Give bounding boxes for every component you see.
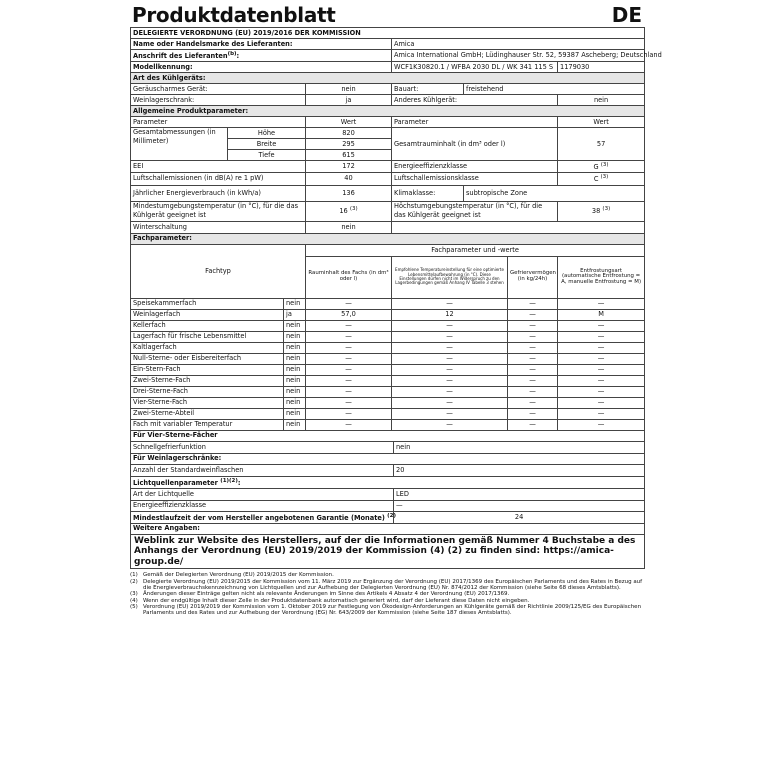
compartment-temp: — bbox=[392, 331, 508, 342]
additional-info-section: Weitere Angaben: bbox=[131, 523, 645, 534]
compartment-volume: 57,0 bbox=[306, 309, 392, 320]
min-temp-value: 16 $^{(3)}$ bbox=[306, 201, 392, 221]
model-code: 1179030 bbox=[558, 62, 645, 73]
compartment-freeze: — bbox=[508, 342, 558, 353]
compartment-temp: — bbox=[392, 408, 508, 419]
light-source-section: Lichtquellenparameter $^{(1)(2)}$: bbox=[131, 476, 645, 488]
compartment-freeze: — bbox=[508, 331, 558, 342]
model-value: WCF1K30820.1 / WFBA 2030 DL / WK 341 115 S bbox=[392, 62, 558, 73]
compartment-defrost: — bbox=[558, 364, 645, 375]
compartment-temp: — bbox=[392, 342, 508, 353]
climate-class-value: subtropische Zone bbox=[464, 185, 645, 201]
appliance-type-section: Art des Kühlgeräts: bbox=[131, 73, 645, 84]
compartment-temp: — bbox=[392, 364, 508, 375]
energy-class-label: Energieeffizienzklasse bbox=[392, 161, 558, 173]
footnote-number: (1) bbox=[130, 572, 138, 579]
value-header-right: Wert bbox=[558, 117, 645, 128]
wine-bottles-label: Anzahl der Standardweinflaschen bbox=[131, 464, 394, 476]
width-value: 295 bbox=[306, 139, 392, 150]
compartment-volume: — bbox=[306, 397, 392, 408]
compartment-volume: — bbox=[306, 298, 392, 309]
noise-label: Luftschallemissionen (in dB(A) re 1 pW) bbox=[131, 173, 306, 185]
annual-energy-label: Jährlicher Energieverbrauch (in kWh/a) bbox=[131, 185, 306, 201]
total-volume-label: Gesamtrauminhalt (in dm³ oder l) bbox=[392, 128, 558, 161]
compartment-temp: — bbox=[392, 298, 508, 309]
warranty-label: Mindestlaufzeit der vom Hersteller angebotenen Garantie (Monate) $^{(2)}$ bbox=[131, 511, 394, 523]
compartment-name: Vier-Sterne-Fach bbox=[131, 397, 284, 408]
compartment-row bbox=[131, 331, 645, 342]
light-class-value: — bbox=[394, 500, 645, 511]
light-type-label: Art der Lichtquelle bbox=[131, 488, 394, 500]
compartment-present: ja bbox=[284, 309, 306, 320]
compartment-present: nein bbox=[284, 375, 306, 386]
compartment-defrost: M bbox=[558, 309, 645, 320]
height-label: Höhe bbox=[228, 128, 306, 139]
wine-bottles-value: 20 bbox=[394, 464, 645, 476]
compartment-row bbox=[131, 342, 645, 353]
compartment-freeze: — bbox=[508, 320, 558, 331]
compartment-temp: — bbox=[392, 320, 508, 331]
compartment-name: Weinlagerfach bbox=[131, 309, 284, 320]
compartment-volume: — bbox=[306, 375, 392, 386]
four-star-section: Für Vier-Sterne-Fächer bbox=[131, 430, 645, 441]
compartment-volume-header: Rauminhalt des Fachs (in dm³ oder l) bbox=[306, 256, 392, 298]
manufacturer-weblink: Weblink zur Website des Herstellers, auf der die Informationen gemäß Nummer 4 Buchstabe a des Anhangs der Verordnung (EU) 2019/2019 der Kommission (4) (2) zu finden sind: https://amica-group.de/ bbox=[131, 534, 645, 569]
compartment-temp: — bbox=[392, 375, 508, 386]
compartment-name: Lagerfach für frische Lebensmittel bbox=[131, 331, 284, 342]
compartment-volume: — bbox=[306, 419, 392, 430]
compartment-name: Ein-Stern-Fach bbox=[131, 364, 284, 375]
dimensions-label: Gesamtabmessungen (in Millimeter) bbox=[131, 128, 228, 161]
compartment-temp: — bbox=[392, 386, 508, 397]
noise-value: 40 bbox=[306, 173, 392, 185]
sheet-header bbox=[130, 3, 644, 27]
compartment-defrost-header: Entfrostungsart (automatische Entfrostung = A, manuelle Entfrostung = M) bbox=[558, 256, 645, 298]
compartment-row bbox=[131, 408, 645, 419]
compartment-row bbox=[131, 298, 645, 309]
wine-cabinet-value: ja bbox=[306, 95, 392, 106]
compartment-row bbox=[131, 309, 645, 320]
compartment-freeze-header: Gefriervermögen (in kg/24h) bbox=[508, 256, 558, 298]
compartment-name: Zwei-Sterne-Fach bbox=[131, 375, 284, 386]
depth-label: Tiefe bbox=[228, 150, 306, 161]
compartment-volume: — bbox=[306, 408, 392, 419]
footnote-text: Wenn der endgültige Inhalt dieser Zelle in der Produktdatenbank automatisch generiert wird, darf der Lieferant diese Daten nicht eingeben. bbox=[143, 597, 530, 604]
compartment-freeze: — bbox=[508, 397, 558, 408]
compartment-temp: — bbox=[392, 397, 508, 408]
compartment-defrost: — bbox=[558, 298, 645, 309]
energy-class-value: G $^{(3)}$ bbox=[558, 161, 645, 173]
light-class-label: Energieeffizienzklasse bbox=[131, 500, 394, 511]
compartment-defrost: — bbox=[558, 320, 645, 331]
footnote-number: (3) bbox=[130, 591, 138, 598]
min-temp-label: Mindestumgebungstemperatur (in °C), für die das Kühlgerät geeignet ist bbox=[131, 201, 306, 221]
compartment-defrost: — bbox=[558, 408, 645, 419]
compartment-present: nein bbox=[284, 408, 306, 419]
footnote bbox=[130, 579, 644, 592]
compartment-volume: — bbox=[306, 386, 392, 397]
compartment-freeze: — bbox=[508, 419, 558, 430]
winter-switch-value: nein bbox=[306, 221, 392, 233]
compartment-defrost: — bbox=[558, 419, 645, 430]
compartment-defrost: — bbox=[558, 331, 645, 342]
model-label: Modellkennung: bbox=[131, 62, 392, 73]
product-data-table bbox=[130, 27, 662, 569]
winter-switch-blank bbox=[392, 221, 645, 233]
general-parameters-section: Allgemeine Produktparameter: bbox=[131, 106, 645, 117]
compartment-defrost: — bbox=[558, 386, 645, 397]
compartment-volume: — bbox=[306, 353, 392, 364]
footnote-number: (4) bbox=[130, 597, 138, 604]
low-noise-value: nein bbox=[306, 84, 392, 95]
compartment-freeze: — bbox=[508, 309, 558, 320]
other-appliance-value: nein bbox=[558, 95, 645, 106]
compartment-freeze: — bbox=[508, 364, 558, 375]
sheet-title: Produktdatenblatt bbox=[132, 3, 336, 27]
supplier-address-label: Anschrift des Lieferanten$^{(b)}$: bbox=[131, 50, 392, 62]
compartment-row bbox=[131, 419, 645, 430]
compartment-row bbox=[131, 320, 645, 331]
compartment-present: nein bbox=[284, 320, 306, 331]
winter-switch-label: Winterschaltung bbox=[131, 221, 306, 233]
compartment-present: nein bbox=[284, 353, 306, 364]
parameter-header: Parameter bbox=[131, 117, 306, 128]
footnote bbox=[130, 604, 644, 617]
compartment-volume: — bbox=[306, 320, 392, 331]
compartment-rows bbox=[131, 298, 645, 430]
max-temp-value: 38 $^{(3)}$ bbox=[558, 201, 645, 221]
low-noise-label: Geräuscharmes Gerät: bbox=[131, 84, 306, 95]
climate-class-label: Klimaklasse: bbox=[392, 185, 464, 201]
value-header: Wert bbox=[306, 117, 392, 128]
compartment-present: nein bbox=[284, 419, 306, 430]
wine-cabinet-label: Weinlagerschrank: bbox=[131, 95, 306, 106]
supplier-address-value: Amica International GmbH; Lüdinghauser Str. 52, 59387 Ascheberg; Deutschland bbox=[392, 50, 645, 62]
compartment-defrost: — bbox=[558, 353, 645, 364]
depth-value: 615 bbox=[306, 150, 392, 161]
compartment-defrost: — bbox=[558, 397, 645, 408]
total-volume-value: 57 bbox=[558, 128, 645, 161]
supplier-name-value: Amica bbox=[392, 39, 645, 50]
footnotes bbox=[130, 572, 644, 616]
compartment-temp: — bbox=[392, 353, 508, 364]
compartment-row bbox=[131, 386, 645, 397]
compartment-volume: — bbox=[306, 331, 392, 342]
compartment-row bbox=[131, 375, 645, 386]
compartment-temp: 12 bbox=[392, 309, 508, 320]
compartment-volume: — bbox=[306, 342, 392, 353]
compartment-present: nein bbox=[284, 298, 306, 309]
compartment-name: Drei-Sterne-Fach bbox=[131, 386, 284, 397]
language-code: DE bbox=[611, 3, 642, 27]
compartment-present: nein bbox=[284, 397, 306, 408]
footnote-text: Änderungen dieser Einträge gelten nicht als relevante Änderungen im Sinne des Artikels 4 Absatz 4 der Verordnung (EU) 2017/1369. bbox=[143, 591, 510, 598]
compartment-name: Fach mit variabler Temperatur bbox=[131, 419, 284, 430]
design-type-label: Bauart: bbox=[392, 84, 464, 95]
width-label: Breite bbox=[228, 139, 306, 150]
compartment-defrost: — bbox=[558, 342, 645, 353]
compartment-temp-header: Empfohlene Temperatureinstellung für eine optimierte Lebensmittelaufbewahrung (in °C). Diese Einstellungen dürfen nicht im Widerspruch zu den Lagerbedingungen gemäß Anhang IV Tabelle 3 stehen bbox=[392, 256, 508, 298]
fast-freeze-value: nein bbox=[394, 441, 645, 453]
noise-class-value: C $^{(3)}$ bbox=[558, 173, 645, 185]
compartment-temp: — bbox=[392, 419, 508, 430]
footnote-number: (2) bbox=[130, 578, 138, 585]
eei-label: EEI bbox=[131, 161, 306, 173]
warranty-value: 24 bbox=[394, 511, 645, 523]
compartment-name: Speisekammerfach bbox=[131, 298, 284, 309]
light-type-value: LED bbox=[394, 488, 645, 500]
compartment-section: Fachparameter: bbox=[131, 233, 645, 244]
footnote-text: Verordnung (EU) 2019/2019 der Kommission vom 1. Oktober 2019 zur Festlegung von Ökodesign-Anforderungen an Kühlgeräte gemäß der Richtlinie 2009/125/EG des Europäischen Parlaments und des Rates und zur Aufhebung der Verordnung (EG) Nr. 643/2009 der Kommission (siehe Seite 187 dieses Amtsblatts). bbox=[143, 603, 642, 617]
compartment-row bbox=[131, 353, 645, 364]
noise-class-label: Luftschallemissionsklasse bbox=[392, 173, 558, 185]
wine-cabinet-section: Für Weinlagerschränke: bbox=[131, 453, 645, 464]
compartment-defrost: — bbox=[558, 375, 645, 386]
compartment-present: nein bbox=[284, 364, 306, 375]
compartment-name: Kellerfach bbox=[131, 320, 284, 331]
compartment-present: nein bbox=[284, 342, 306, 353]
compartment-freeze: — bbox=[508, 408, 558, 419]
max-temp-label: Höchstumgebungstemperatur (in °C), für die das Kühlgerät geeignet ist bbox=[392, 201, 558, 221]
regulation-title: DELEGIERTE VERORDNUNG (EU) 2019/2016 DER KOMMISSION bbox=[131, 28, 645, 39]
compartment-type-header: Fachtyp bbox=[131, 244, 306, 298]
compartment-name: Zwei-Sterne-Abteil bbox=[131, 408, 284, 419]
compartment-row bbox=[131, 364, 645, 375]
design-type-value: freistehend bbox=[464, 84, 645, 95]
footnote-text: Delegierte Verordnung (EU) 2019/2015 der Kommission vom 11. März 2019 zur Ergänzung der Verordnung (EU) 2017/1369 des Europäischen Parlaments und des Rates in Bezug auf die Energieverbrauchskennzeichnung von Lichtquellen und zur Aufhebung der Delegierten Verordnung (EU) Nr. 874/2012 der Kommission (siehe Seite 68 dieses Amtsblatts). bbox=[143, 578, 643, 592]
compartment-group-header: Fachparameter und -werte bbox=[306, 244, 645, 256]
compartment-row bbox=[131, 397, 645, 408]
annual-energy-value: 136 bbox=[306, 185, 392, 201]
compartment-freeze: — bbox=[508, 386, 558, 397]
product-data-sheet bbox=[130, 3, 662, 617]
compartment-present: nein bbox=[284, 386, 306, 397]
compartment-freeze: — bbox=[508, 353, 558, 364]
compartment-present: nein bbox=[284, 331, 306, 342]
compartment-freeze: — bbox=[508, 298, 558, 309]
other-appliance-label: Anderes Kühlgerät: bbox=[392, 95, 558, 106]
compartment-volume: — bbox=[306, 364, 392, 375]
footnote-number: (5) bbox=[130, 603, 138, 610]
supplier-name-label: Name oder Handelsmarke des Lieferanten: bbox=[131, 39, 392, 50]
footnote-text: Gemäß der Delegierten Verordnung (EU) 2019/2015 der Kommission. bbox=[143, 572, 334, 579]
eei-value: 172 bbox=[306, 161, 392, 173]
compartment-name: Kaltlagerfach bbox=[131, 342, 284, 353]
height-value: 820 bbox=[306, 128, 392, 139]
fast-freeze-label: Schnellgefrierfunktion bbox=[131, 441, 394, 453]
parameter-header-right: Parameter bbox=[392, 117, 558, 128]
compartment-name: Null-Sterne- oder Eisbereiterfach bbox=[131, 353, 284, 364]
compartment-freeze: — bbox=[508, 375, 558, 386]
